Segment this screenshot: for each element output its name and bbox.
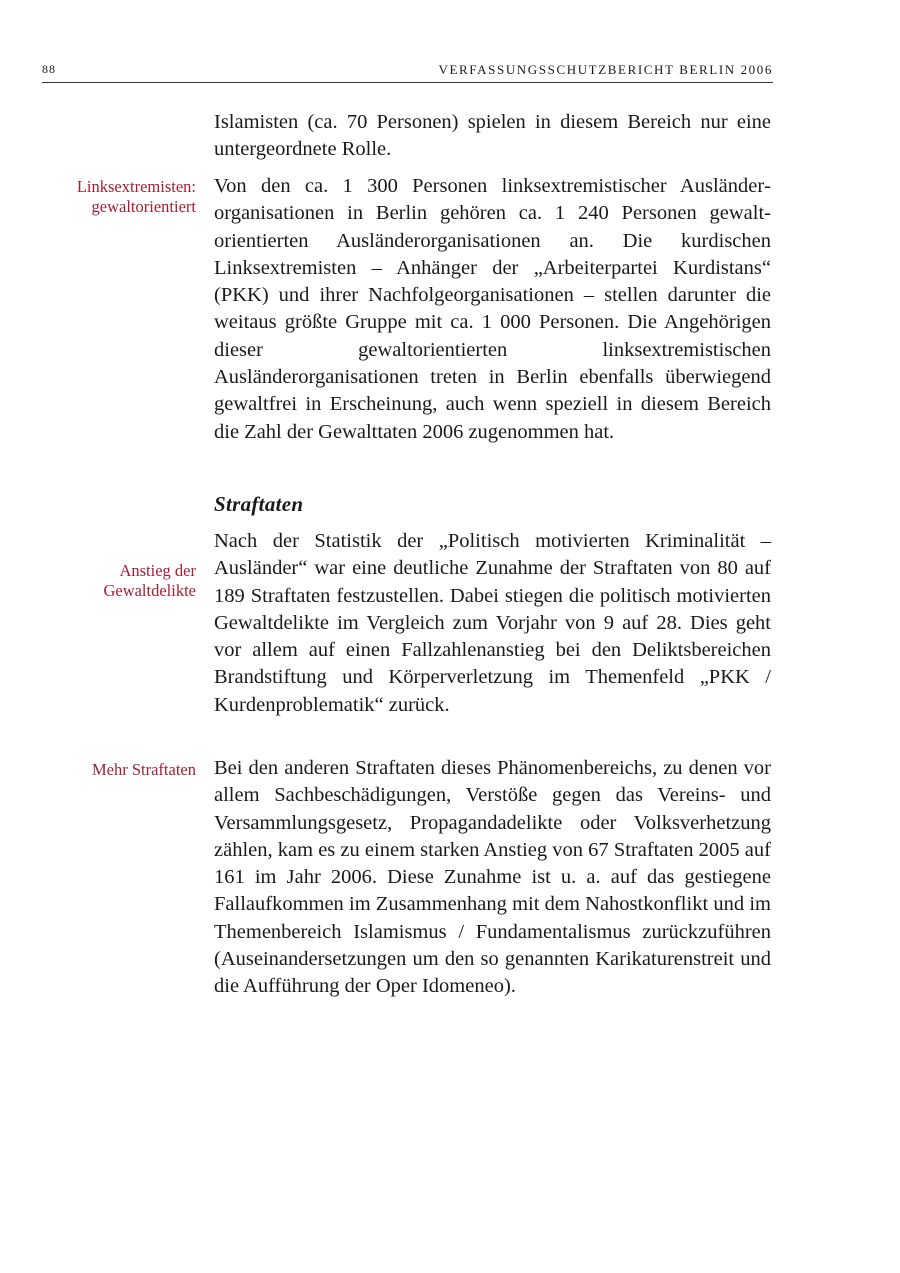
page-number: 88 (42, 62, 56, 76)
paragraph-andere-straftaten: Bei den anderen Straftaten dieses Phänomenbereichs, zu denen vor allem Sachbeschädigungen, Verstöße gegen das Vereins- und Versammlungsgesetz, Propagandadelikte oder Volksverhetzung zählen, kam es zu einem starken Anstieg von 67 Straftaten 2005 auf 161 im Jahr 2006. Diese Zunahme ist u. a. auf das gestiegene Fallaufkommen im Zusammenhang mit dem Nahostkonflikt und im Themenbereich Islamismus / Fundamentalismus zurückzuführen (Auseinandersetzungen um den so genannten Karikaturenstreit und die Aufführung der Oper Idomeneo). (214, 757, 771, 998)
margin-note-line: gewaltorientiert (91, 197, 196, 216)
page-header (42, 62, 773, 83)
paragraph-linksextremisten: Von den ca. 1 300 Personen linksextremistischer Ausländerorganisationen in Berlin gehören ca. 1 240 Personen gewaltorientierten Ausländerorganisationen an. Die kurdischen Linksextremisten – Anhänger der „Arbeiterpartei Kurdistans“ (PKK) und ihrer Nachfolgeorganisationen – stellen darunter die weitaus größte Gruppe mit ca. 1 000 Personen. Die Angehörigen dieser gewaltorientierten linksextremistischen Ausländerorganisationen treten in Berlin ebenfalls überwiegend gewaltfrei in Erscheinung, auch wenn speziell in diesem Bereich die Zahl der Gewalttaten 2006 zugenommen hat. (214, 175, 771, 443)
margin-note-line: Linksextremisten: (76, 177, 196, 196)
margin-note-mehr-straftaten (16, 760, 196, 780)
margin-note-line: Mehr Straftaten (91, 760, 196, 779)
margin-note-linksextremisten (16, 177, 196, 217)
margin-note-line: Anstieg der (119, 561, 196, 580)
section-heading-straftaten: Straftaten (214, 492, 304, 516)
margin-note-anstieg (16, 561, 196, 601)
paragraph-islamisten: Islamisten (ca. 70 Personen) spielen in diesem Bereich nur eine untergeordnete Rolle. (214, 111, 771, 161)
margin-note-line: Gewaltdelikte (103, 581, 196, 600)
paragraph-statistik: Nach der Statistik der „Politisch motivierten Kriminalität – Ausländer“ war eine deutliche Zunahme der Straftaten von 80 auf 189 Straftaten festzustellen. Dabei stiegen die politisch motivierten Gewaltdelikte im Vergleich zum Vorjahr von 9 auf 28. Dies geht vor allem auf einen Fallzahlenanstieg bei den Deliktsbereichen Brandstiftung und Körperverletzung im Themenfeld „PKK / Kurdenproblematik“ zurück. (214, 530, 771, 716)
running-title: VERFASSUNGSSCHUTZBERICHT BERLIN 2006 (438, 62, 773, 77)
